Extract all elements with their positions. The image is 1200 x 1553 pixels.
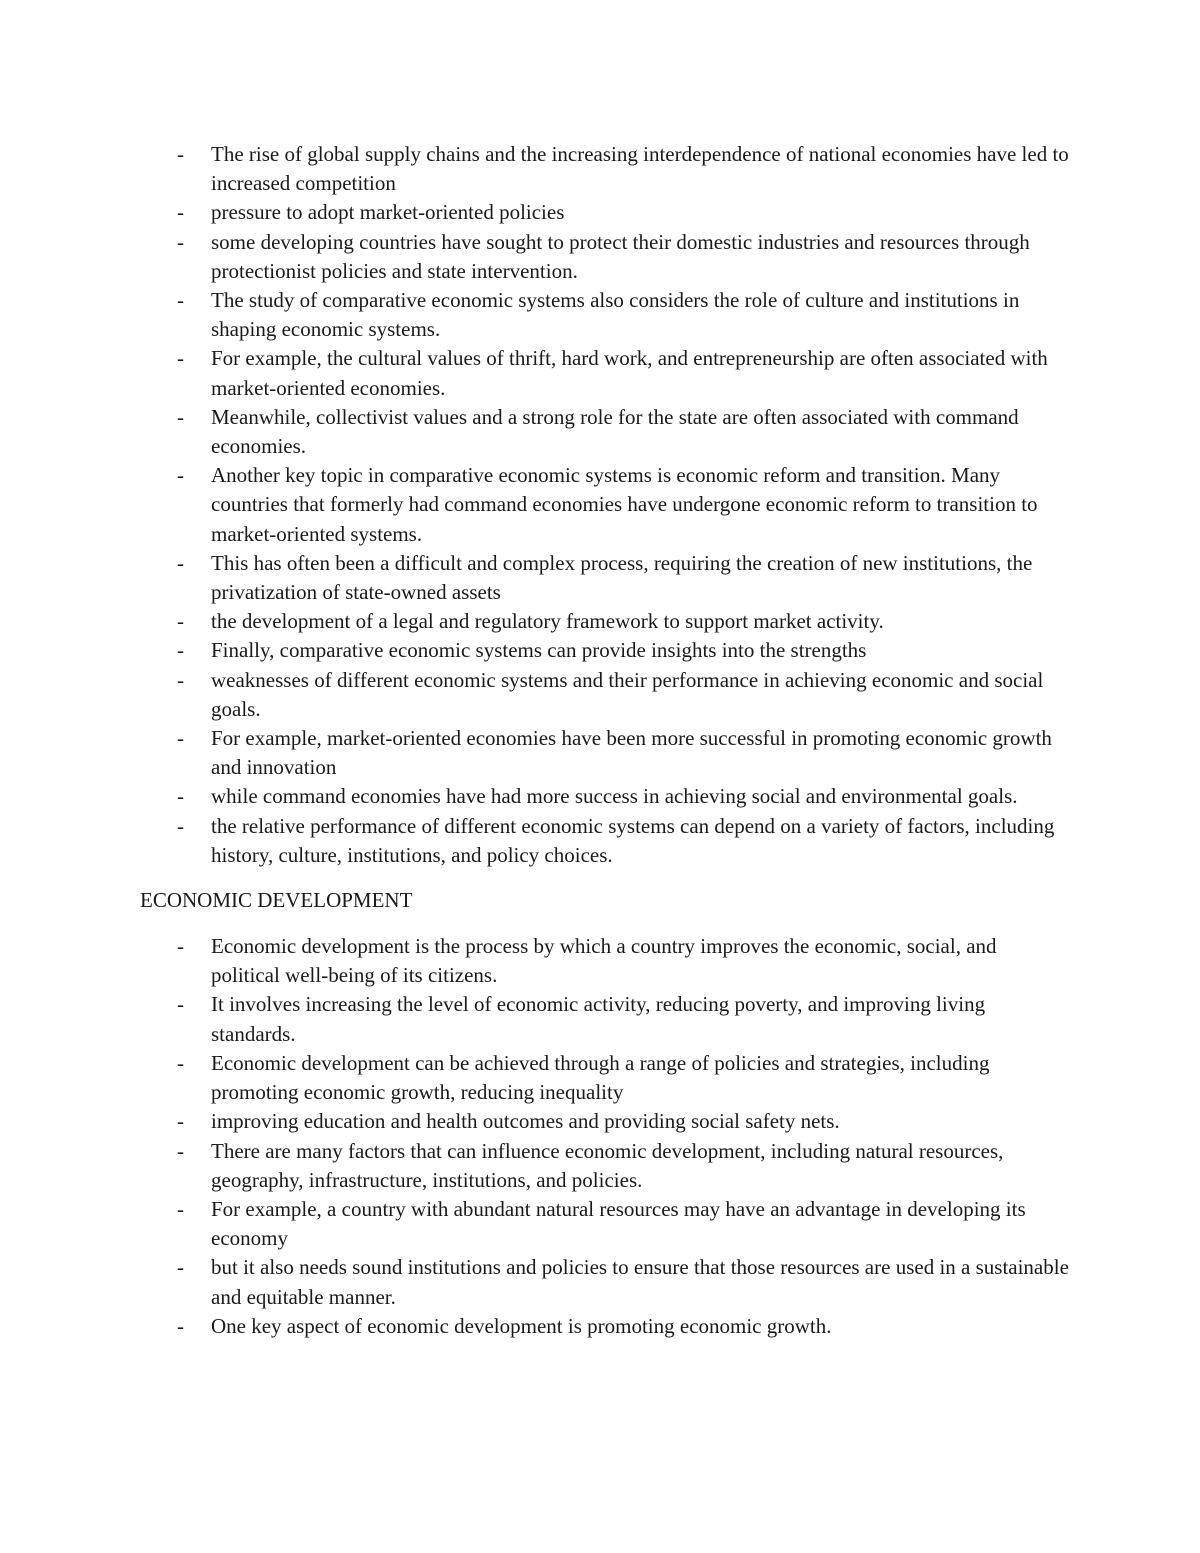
bullet-marker: - (177, 934, 184, 959)
list-item (140, 286, 1070, 344)
list-item (140, 636, 1070, 665)
list-item-text: Economic development can be achieved through a range of policies and strategies, including promoting economic growth, reducing inequality (211, 1050, 990, 1105)
bullet-marker: - (177, 346, 184, 371)
list-item (140, 228, 1070, 286)
list-item-text: Another key topic in comparative economic systems is economic reform and transition. Many countries that formerly had command economies have undergone economic reform to transition to market-oriented systems. (211, 463, 1038, 546)
list-item (140, 549, 1070, 607)
list-item (140, 1312, 1070, 1341)
list-item (140, 140, 1070, 198)
list-item-text: pressure to adopt market-oriented policies (211, 200, 565, 225)
list-item-text: the development of a legal and regulatory framework to support market activity. (211, 609, 884, 634)
bullet-marker: - (177, 200, 184, 225)
bullet-marker: - (177, 142, 184, 166)
bullet-marker: - (177, 667, 184, 692)
list-item-text: For example, the cultural values of thrift, hard work, and entrepreneurship are often associated with market-oriented economies. (211, 346, 1048, 400)
list-item (140, 344, 1070, 402)
list-item (140, 666, 1070, 724)
bullet-marker: - (177, 288, 184, 313)
bullet-marker: - (177, 638, 184, 663)
bullet-marker: - (177, 813, 184, 838)
list-item-text: Meanwhile, collectivist values and a strong role for the state are often associated with command economies. (211, 404, 1019, 459)
list-item-text: It involves increasing the level of economic activity, reducing poverty, and improving living standards. (211, 992, 986, 1046)
bullet-marker: - (177, 1050, 184, 1075)
bullet-marker: - (177, 609, 184, 634)
list-item-text: improving education and health outcomes and providing social safety nets. (211, 1109, 840, 1134)
list-item-text: but it also needs sound institutions and policies to ensure that those resources are used in a sustainable and equitable manner. (211, 1255, 1069, 1309)
bullet-marker: - (177, 784, 184, 809)
list-item (140, 403, 1070, 461)
bullet-marker: - (177, 1109, 184, 1134)
bullet-marker: - (177, 1255, 184, 1280)
list-item (140, 782, 1070, 811)
list-item (140, 932, 1070, 990)
list-item-text: For example, a country with abundant natural resources may have an advantage in developing its economy (211, 1196, 1026, 1251)
list-item (140, 1253, 1070, 1311)
list-item (140, 1049, 1070, 1107)
bullet-marker: - (177, 726, 184, 751)
list-item (140, 724, 1070, 782)
list-item-text: while command economies have had more success in achieving social and environmental goals. (211, 784, 1018, 809)
document-page (140, 140, 1070, 1341)
bullet-marker: - (177, 1196, 184, 1221)
bullet-marker: - (177, 1313, 184, 1338)
list-item-text: the relative performance of different economic systems can depend on a variety of factors, including history, culture, institutions, and policy choices. (211, 813, 1055, 867)
list-item-text: Economic development is the process by which a country improves the economic, social, and political well-being of its citizens. (211, 934, 997, 988)
list-item (140, 1195, 1070, 1253)
list-item (140, 1107, 1070, 1136)
list-item-text: For example, market-oriented economies have been more successful in promoting economic growth and innovation (211, 726, 1052, 780)
list-item-text: some developing countries have sought to protect their domestic industries and resources through protectionist policies and state intervention. (211, 229, 1030, 283)
list-item-text: This has often been a difficult and complex process, requiring the creation of new institutions, the privatization of state-owned assets (211, 550, 1033, 605)
list-item (140, 812, 1070, 870)
bullet-marker: - (177, 404, 184, 429)
list-item-text: There are many factors that can influence economic development, including natural resources, geography, infrastructure, institutions, and policies. (211, 1138, 1004, 1192)
section-heading: ECONOMIC DEVELOPMENT (140, 888, 413, 913)
list-item (140, 1137, 1070, 1195)
list-item-text: Finally, comparative economic systems can provide insights into the strengths (211, 638, 867, 663)
list-item (140, 198, 1070, 227)
list-item (140, 607, 1070, 636)
list-item-text: The study of comparative economic systems also considers the role of culture and institutions in shaping economic systems. (211, 288, 1020, 342)
bullet-list-economic-development (140, 932, 1070, 1341)
bullet-marker: - (177, 229, 184, 254)
bullet-list-comparative-systems (140, 140, 1070, 870)
bullet-marker: - (177, 463, 184, 488)
list-item (140, 461, 1070, 549)
list-item-text: The rise of global supply chains and the increasing interdependence of national economies have led to increased competition (211, 142, 1069, 196)
bullet-marker: - (177, 550, 184, 575)
bullet-marker: - (177, 1138, 184, 1163)
list-item-text: weaknesses of different economic systems and their performance in achieving economic and social goals. (211, 667, 1044, 721)
bullet-marker: - (177, 992, 184, 1017)
list-item (140, 990, 1070, 1048)
list-item-text: One key aspect of economic development is promoting economic growth. (211, 1313, 832, 1338)
